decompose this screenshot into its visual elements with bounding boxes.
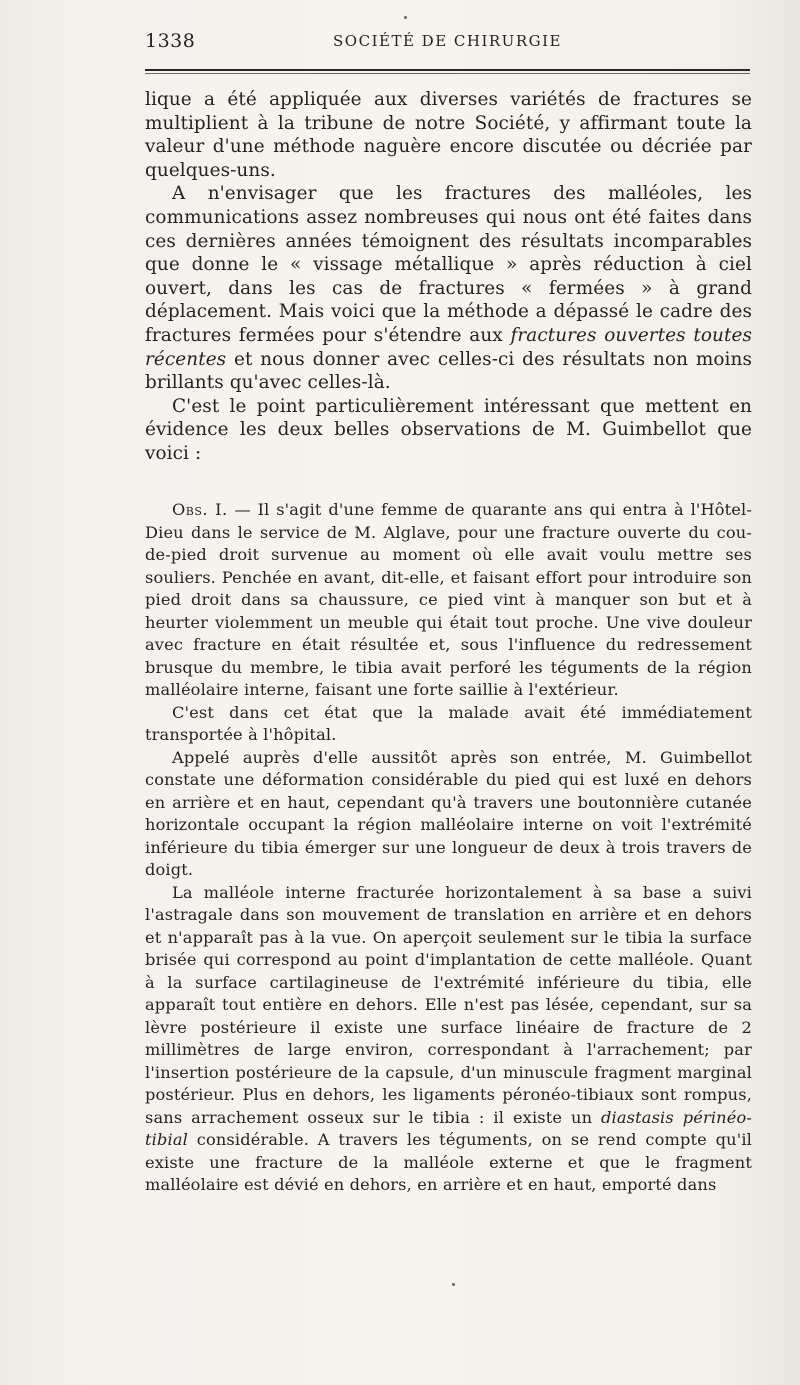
- italic-phrase: fractures ouvertes toutes récentes: [145, 324, 752, 370]
- page-number: 1338: [145, 30, 196, 52]
- running-title: SOCIÉTÉ DE CHIRURGIE: [333, 32, 562, 50]
- observation-paragraph: Appelé auprès d'elle aussitôt après son entrée, M. Guimbellot constate une déformation considérable du pied qui est luxé en dehors en arrière et en haut, cependant qu'à travers une boutonnière cutanée horizontale occupant la région malléolaire interne on voit l'extrémité inférieure du tibia émerger sur une longueur de deux à trois travers de doigt.: [145, 747, 752, 879]
- italic-phrase: diastasis périnéo-tibial: [145, 1107, 752, 1149]
- observation-paragraph: [145, 882, 752, 1197]
- observation-text: considérable. A travers les téguments, on se rend compte qu'il existe une fracture de la malléole externe et que le fragment malléolaire est dévié en dehors, en arrière et en haut, emporté dans: [145, 1130, 752, 1194]
- main-text: [145, 88, 752, 466]
- observation-label: Obs. I.: [172, 500, 228, 519]
- observation-text: — Il s'agit d'une femme de quarante ans qui entra à l'Hôtel-Dieu dans le service de M. Alglave, pour une fracture ouverte du cou-de-pied droit survenue au moment où elle avait voulu mettre ses souliers. Penchée en avant, dit-elle, et faisant effort pour introduire son pied droit dans sa chaussure, ce pied vint à manquer son but et à heurter violemment un meuble qui était tout proche. Une vive douleur avec fracture en était résultée et, sous l'influence du redressement brusque du membre, le tibia avait perforé les téguments de la région malléolaire interne, faisant une forte saillie à l'extérieur.: [145, 500, 752, 699]
- page-header: [145, 30, 750, 58]
- paragraph-malleoles: [145, 182, 752, 394]
- observation-paragraph: [145, 499, 752, 702]
- print-speck: [404, 16, 407, 19]
- paragraph-text: A n'envisager que les fractures des malléoles, les communications assez nombreuses qui nous ont été faites dans ces dernières années témoignent des résultats incomparables que donne le « vissage métallique » après réduction à ciel ouvert, dans les cas de fractures « fermées » à grand déplacement. Mais voici que la méthode a dépassé le cadre des fractures fermées pour s'étendre aux: [145, 183, 752, 346]
- paragraph-observations-intro: C'est le point particulièrement intéressant que mettent en évidence les deux belles observations de M. Guimbellot que voici :: [145, 395, 752, 464]
- header-rule: [145, 69, 750, 71]
- paragraph-text: et nous donner avec celles-ci des résultats non moins brillants qu'avec celles-là.: [145, 348, 752, 394]
- paragraph-continued: lique a été appliquée aux diverses variétés de fractures se multiplient à la tribune de notre Société, y affirmant toute la valeur d'une méthode naguère encore discutée ou décriée par quelques-uns.: [145, 89, 752, 181]
- observation-text: La malléole interne fracturée horizontalement à sa base a suivi l'astragale dans son mouvement de translation en arrière et en dehors et n'apparaît pas à la vue. On aperçoit seulement sur le tibia la surface brisée qui correspond au point d'implantation de cette malléole. Quant à la surface cartilagineuse de l'extrémité inférieure du tibia, elle apparaît tout entière en dehors. Elle n'est pas lésée, cependant, sur sa lèvre postérieure il existe une surface linéaire de fracture de 2 millimètres de large environ, correspondant à l'arrachement; par l'insertion postérieure de la capsule, d'un minuscule fragment marginal postérieur. Plus en dehors, les ligaments péronéo-tibiaux sont rompus, sans arrachement osseux sur le tibia : il existe un: [145, 882, 752, 1127]
- print-speck: [452, 1283, 455, 1286]
- observation-section: [145, 499, 752, 1197]
- observation-paragraph: C'est dans cet état que la malade avait été immédiatement transportée à l'hôpital.: [145, 702, 752, 744]
